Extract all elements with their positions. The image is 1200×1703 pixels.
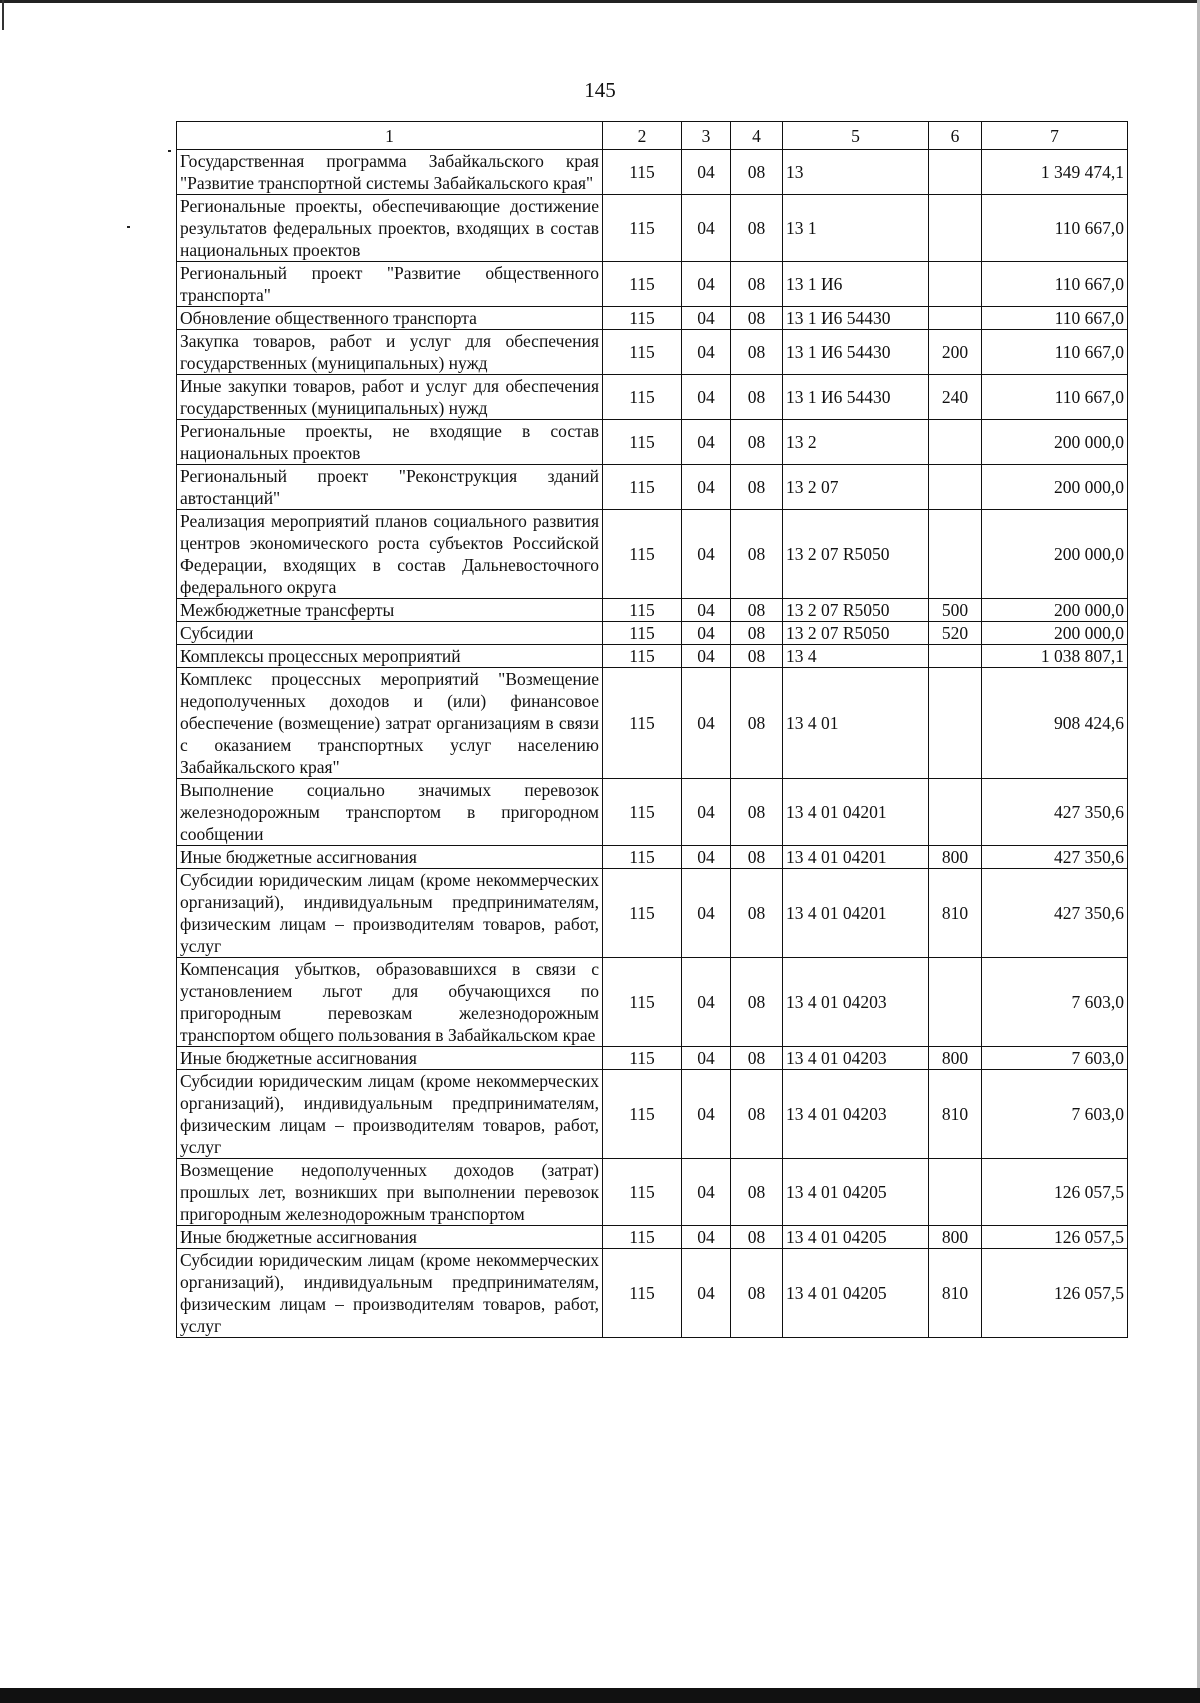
target-article-code: 13 4 01 04201	[783, 779, 929, 846]
expense-type-code	[929, 779, 982, 846]
amount: 1 038 807,1	[982, 645, 1128, 668]
subsection-code: 08	[731, 668, 783, 779]
table-row	[177, 846, 1128, 869]
grbs-code: 115	[603, 1159, 682, 1226]
row-name: Региональные проекты, не входящие в состав национальных проектов	[177, 420, 603, 465]
row-name: Реализация мероприятий планов социального развития центров экономического роста субъектов Российской Федерации, входящих в состав Дальневосточного федерального округа	[177, 510, 603, 599]
scan-speck	[168, 150, 171, 152]
grbs-code: 115	[603, 1070, 682, 1159]
section-code: 04	[682, 869, 731, 958]
budget-table	[176, 121, 1128, 1338]
amount: 110 667,0	[982, 262, 1128, 307]
target-article-code: 13 1	[783, 195, 929, 262]
row-name: Государственная программа Забайкальского края "Развитие транспортной системы Забайкальского края"	[177, 150, 603, 195]
table-row	[177, 958, 1128, 1047]
amount: 110 667,0	[982, 195, 1128, 262]
grbs-code: 115	[603, 1226, 682, 1249]
table-row	[177, 779, 1128, 846]
subsection-code: 08	[731, 465, 783, 510]
row-name: Субсидии юридическим лицам (кроме некоммерческих организаций), индивидуальным предпринимателям, физическим лицам – производителям товаров, работ, услуг	[177, 869, 603, 958]
table-row	[177, 1047, 1128, 1070]
row-name: Иные бюджетные ассигнования	[177, 1047, 603, 1070]
expense-type-code	[929, 150, 982, 195]
header-cell: 7	[982, 122, 1128, 150]
table-row	[177, 869, 1128, 958]
row-name: Иные бюджетные ассигнования	[177, 1226, 603, 1249]
row-name: Субсидии юридическим лицам (кроме некоммерческих организаций), индивидуальным предпринимателям, физическим лицам – производителям товаров, работ, услуг	[177, 1070, 603, 1159]
expense-type-code: 500	[929, 599, 982, 622]
section-code: 04	[682, 195, 731, 262]
target-article-code: 13 4	[783, 645, 929, 668]
target-article-code: 13 2	[783, 420, 929, 465]
section-code: 04	[682, 846, 731, 869]
target-article-code: 13 2 07	[783, 465, 929, 510]
subsection-code: 08	[731, 622, 783, 645]
target-article-code: 13	[783, 150, 929, 195]
expense-type-code	[929, 1159, 982, 1226]
row-name: Региональный проект "Развитие общественного транспорта"	[177, 262, 603, 307]
table-row	[177, 668, 1128, 779]
row-name: Комплексы процессных мероприятий	[177, 645, 603, 668]
section-code: 04	[682, 1226, 731, 1249]
amount: 908 424,6	[982, 668, 1128, 779]
subsection-code: 08	[731, 1159, 783, 1226]
section-code: 04	[682, 330, 731, 375]
subsection-code: 08	[731, 599, 783, 622]
expense-type-code: 810	[929, 1249, 982, 1338]
target-article-code: 13 2 07 R5050	[783, 510, 929, 599]
amount: 7 603,0	[982, 1047, 1128, 1070]
header-cell: 3	[682, 122, 731, 150]
header-cell: 1	[177, 122, 603, 150]
table-row	[177, 262, 1128, 307]
amount: 110 667,0	[982, 375, 1128, 420]
section-code: 04	[682, 599, 731, 622]
amount: 200 000,0	[982, 510, 1128, 599]
target-article-code: 13 4 01	[783, 668, 929, 779]
amount: 200 000,0	[982, 465, 1128, 510]
section-code: 04	[682, 510, 731, 599]
section-code: 04	[682, 375, 731, 420]
expense-type-code: 520	[929, 622, 982, 645]
subsection-code: 08	[731, 330, 783, 375]
row-name: Иные бюджетные ассигнования	[177, 846, 603, 869]
amount: 200 000,0	[982, 622, 1128, 645]
subsection-code: 08	[731, 1249, 783, 1338]
expense-type-code: 800	[929, 1226, 982, 1249]
amount: 1 349 474,1	[982, 150, 1128, 195]
row-name: Компенсация убытков, образовавшихся в связи с установлением льгот для обучающихся по пригородным перевозкам железнодорожным транспортом общего пользования в Забайкальском крае	[177, 958, 603, 1047]
section-code: 04	[682, 668, 731, 779]
target-article-code: 13 2 07 R5050	[783, 599, 929, 622]
subsection-code: 08	[731, 262, 783, 307]
header-cell: 5	[783, 122, 929, 150]
table-row	[177, 1249, 1128, 1338]
table-row	[177, 465, 1128, 510]
subsection-code: 08	[731, 510, 783, 599]
table-row	[177, 375, 1128, 420]
grbs-code: 115	[603, 262, 682, 307]
target-article-code: 13 1 И6 54430	[783, 375, 929, 420]
grbs-code: 115	[603, 465, 682, 510]
expense-type-code: 800	[929, 1047, 982, 1070]
table-row	[177, 622, 1128, 645]
subsection-code: 08	[731, 846, 783, 869]
table-row	[177, 1159, 1128, 1226]
subsection-code: 08	[731, 958, 783, 1047]
grbs-code: 115	[603, 668, 682, 779]
grbs-code: 115	[603, 645, 682, 668]
row-name: Возмещение недополученных доходов (затрат) прошлых лет, возникших при выполнении перевозок пригородным железнодорожным транспортом	[177, 1159, 603, 1226]
amount: 126 057,5	[982, 1226, 1128, 1249]
target-article-code: 13 4 01 04203	[783, 958, 929, 1047]
subsection-code: 08	[731, 1070, 783, 1159]
amount: 200 000,0	[982, 599, 1128, 622]
grbs-code: 115	[603, 330, 682, 375]
row-name: Комплекс процессных мероприятий "Возмещение недополученных доходов и (или) финансовое обеспечение (возмещение) затрат организациям в связи с оказанием транспортных услуг населению Забайкальского края"	[177, 668, 603, 779]
amount: 427 350,6	[982, 779, 1128, 846]
section-code: 04	[682, 465, 731, 510]
amount: 7 603,0	[982, 958, 1128, 1047]
scan-speck	[127, 226, 130, 228]
section-code: 04	[682, 420, 731, 465]
expense-type-code	[929, 645, 982, 668]
subsection-code: 08	[731, 307, 783, 330]
grbs-code: 115	[603, 779, 682, 846]
grbs-code: 115	[603, 846, 682, 869]
row-name: Межбюджетные трансферты	[177, 599, 603, 622]
grbs-code: 115	[603, 195, 682, 262]
expense-type-code: 810	[929, 1070, 982, 1159]
subsection-code: 08	[731, 645, 783, 668]
expense-type-code	[929, 195, 982, 262]
section-code: 04	[682, 779, 731, 846]
grbs-code: 115	[603, 307, 682, 330]
target-article-code: 13 4 01 04203	[783, 1070, 929, 1159]
expense-type-code	[929, 668, 982, 779]
amount: 126 057,5	[982, 1249, 1128, 1338]
table-row	[177, 510, 1128, 599]
target-article-code: 13 4 01 04203	[783, 1047, 929, 1070]
expense-type-code	[929, 307, 982, 330]
row-name: Обновление общественного транспорта	[177, 307, 603, 330]
row-name: Региональные проекты, обеспечивающие достижение результатов федеральных проектов, входящих в состав национальных проектов	[177, 195, 603, 262]
grbs-code: 115	[603, 510, 682, 599]
target-article-code: 13 1 И6 54430	[783, 330, 929, 375]
target-article-code: 13 2 07 R5050	[783, 622, 929, 645]
scan-left-mark	[2, 0, 4, 30]
header-row	[177, 122, 1128, 150]
row-name: Иные закупки товаров, работ и услуг для обеспечения государственных (муниципальных) нужд	[177, 375, 603, 420]
target-article-code: 13 4 01 04201	[783, 869, 929, 958]
section-code: 04	[682, 958, 731, 1047]
subsection-code: 08	[731, 779, 783, 846]
expense-type-code	[929, 510, 982, 599]
table-row	[177, 1070, 1128, 1159]
subsection-code: 08	[731, 150, 783, 195]
table-row	[177, 307, 1128, 330]
row-name: Субсидии	[177, 622, 603, 645]
subsection-code: 08	[731, 1047, 783, 1070]
row-name: Закупка товаров, работ и услуг для обеспечения государственных (муниципальных) нужд	[177, 330, 603, 375]
expense-type-code: 200	[929, 330, 982, 375]
amount: 110 667,0	[982, 330, 1128, 375]
grbs-code: 115	[603, 375, 682, 420]
target-article-code: 13 4 01 04205	[783, 1249, 929, 1338]
target-article-code: 13 4 01 04205	[783, 1226, 929, 1249]
grbs-code: 115	[603, 958, 682, 1047]
amount: 427 350,6	[982, 869, 1128, 958]
target-article-code: 13 4 01 04205	[783, 1159, 929, 1226]
table-row	[177, 1226, 1128, 1249]
scan-top-border	[0, 0, 1200, 3]
table-row	[177, 330, 1128, 375]
table-row	[177, 420, 1128, 465]
section-code: 04	[682, 1249, 731, 1338]
table-row	[177, 150, 1128, 195]
row-name: Выполнение социально значимых перевозок железнодорожным транспортом в пригородном сообщении	[177, 779, 603, 846]
grbs-code: 115	[603, 599, 682, 622]
header-cell: 6	[929, 122, 982, 150]
expense-type-code: 240	[929, 375, 982, 420]
section-code: 04	[682, 645, 731, 668]
scan-bottom-band	[0, 1688, 1200, 1703]
expense-type-code: 810	[929, 869, 982, 958]
section-code: 04	[682, 150, 731, 195]
amount: 110 667,0	[982, 307, 1128, 330]
amount: 427 350,6	[982, 846, 1128, 869]
target-article-code: 13 4 01 04201	[783, 846, 929, 869]
subsection-code: 08	[731, 375, 783, 420]
table-row	[177, 195, 1128, 262]
grbs-code: 115	[603, 1249, 682, 1338]
row-name: Региональный проект "Реконструкция зданий автостанций"	[177, 465, 603, 510]
subsection-code: 08	[731, 420, 783, 465]
amount: 7 603,0	[982, 1070, 1128, 1159]
expense-type-code	[929, 420, 982, 465]
target-article-code: 13 1 И6	[783, 262, 929, 307]
table-row	[177, 645, 1128, 668]
section-code: 04	[682, 622, 731, 645]
grbs-code: 115	[603, 420, 682, 465]
section-code: 04	[682, 1159, 731, 1226]
expense-type-code	[929, 262, 982, 307]
grbs-code: 115	[603, 150, 682, 195]
section-code: 04	[682, 1047, 731, 1070]
page-number: 145	[584, 78, 616, 102]
grbs-code: 115	[603, 622, 682, 645]
expense-type-code	[929, 958, 982, 1047]
amount: 126 057,5	[982, 1159, 1128, 1226]
subsection-code: 08	[731, 869, 783, 958]
table-row	[177, 599, 1128, 622]
row-name: Субсидии юридическим лицам (кроме некоммерческих организаций), индивидуальным предпринимателям, физическим лицам – производителям товаров, работ, услуг	[177, 1249, 603, 1338]
target-article-code: 13 1 И6 54430	[783, 307, 929, 330]
amount: 200 000,0	[982, 420, 1128, 465]
header-cell: 2	[603, 122, 682, 150]
expense-type-code	[929, 465, 982, 510]
subsection-code: 08	[731, 1226, 783, 1249]
section-code: 04	[682, 307, 731, 330]
expense-type-code: 800	[929, 846, 982, 869]
grbs-code: 115	[603, 1047, 682, 1070]
section-code: 04	[682, 262, 731, 307]
header-cell: 4	[731, 122, 783, 150]
section-code: 04	[682, 1070, 731, 1159]
subsection-code: 08	[731, 195, 783, 262]
grbs-code: 115	[603, 869, 682, 958]
